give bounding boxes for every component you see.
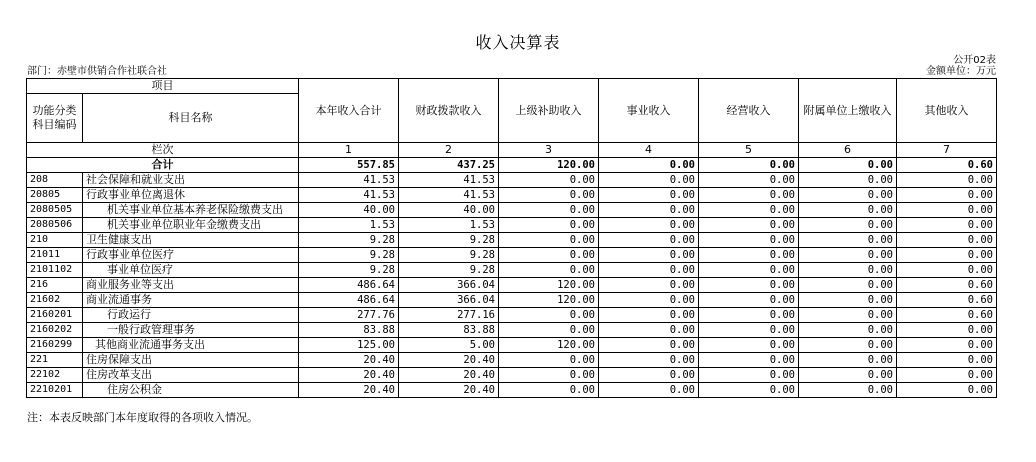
amount-cell: 0.00 — [699, 173, 799, 188]
amount-cell: 0.00 — [897, 203, 997, 218]
amount-cell: 0.00 — [699, 278, 799, 293]
amount-cell: 41.53 — [299, 173, 399, 188]
amount-cell: 0.00 — [499, 263, 599, 278]
amount-cell: 0.00 — [799, 353, 897, 368]
amount-cell: 0.00 — [799, 308, 897, 323]
amount-cell: 0.00 — [799, 218, 897, 233]
subject-name-cell: 行政运行 — [83, 308, 299, 323]
total-label: 合计 — [27, 158, 299, 173]
col-number: 7 — [897, 143, 997, 158]
amount-cell: 0.00 — [699, 248, 799, 263]
amount-cell: 0.00 — [897, 173, 997, 188]
header-subject-name: 科目名称 — [83, 94, 299, 143]
total-value: 0.00 — [799, 158, 897, 173]
amount-cell: 0.00 — [599, 203, 699, 218]
subject-name-cell: 其他商业流通事务支出 — [83, 338, 299, 353]
department-label: 部门：赤壁市供销合作社联合社 — [27, 66, 167, 77]
amount-cell: 0.00 — [799, 248, 897, 263]
amount-cell: 0.00 — [699, 233, 799, 248]
amount-cell: 0.00 — [897, 353, 997, 368]
subject-name-cell: 机关事业单位基本养老保险缴费支出 — [83, 203, 299, 218]
subject-name-cell: 机关事业单位职业年金缴费支出 — [83, 218, 299, 233]
col-number: 3 — [499, 143, 599, 158]
amount-cell: 83.88 — [399, 323, 499, 338]
footnote: 注：本表反映部门本年度取得的各项收入情况。 — [27, 411, 258, 424]
func-code-cell: 2160201 — [27, 308, 83, 323]
amount-cell: 0.00 — [599, 278, 699, 293]
table-row — [27, 203, 997, 218]
func-code-cell: 208 — [27, 173, 83, 188]
income-table — [26, 78, 997, 398]
unit-label: 金额单位：万元 — [926, 66, 996, 77]
amount-cell: 0.00 — [499, 383, 599, 398]
amount-cell: 486.64 — [299, 293, 399, 308]
amount-cell: 9.28 — [399, 248, 499, 263]
col-number: 6 — [799, 143, 897, 158]
subject-name-cell: 卫生健康支出 — [83, 233, 299, 248]
amount-cell: 0.00 — [897, 248, 997, 263]
amount-cell: 0.00 — [599, 323, 699, 338]
amount-cell: 0.00 — [599, 188, 699, 203]
total-value: 120.00 — [499, 158, 599, 173]
subject-name-cell: 住房改革支出 — [83, 368, 299, 383]
col-number: 1 — [299, 143, 399, 158]
header-col-4: 事业收入 — [599, 79, 699, 143]
amount-cell: 0.00 — [897, 263, 997, 278]
table-row — [27, 308, 997, 323]
header-col-2: 财政拨款收入 — [399, 79, 499, 143]
col-number: 5 — [699, 143, 799, 158]
amount-cell: 0.00 — [799, 263, 897, 278]
amount-cell: 0.00 — [499, 368, 599, 383]
table-row — [27, 263, 997, 278]
subject-name-cell: 行政事业单位离退休 — [83, 188, 299, 203]
amount-cell: 0.00 — [699, 308, 799, 323]
amount-cell: 0.00 — [799, 293, 897, 308]
amount-cell: 0.00 — [599, 383, 699, 398]
amount-cell: 1.53 — [399, 218, 499, 233]
total-value: 557.85 — [299, 158, 399, 173]
amount-cell: 0.00 — [799, 173, 897, 188]
amount-cell: 0.00 — [699, 353, 799, 368]
amount-cell: 0.00 — [799, 338, 897, 353]
amount-cell: 0.60 — [897, 308, 997, 323]
header-col-1: 本年收入合计 — [299, 79, 399, 143]
func-code-cell: 2160299 — [27, 338, 83, 353]
amount-cell: 5.00 — [399, 338, 499, 353]
func-code-cell: 2101102 — [27, 263, 83, 278]
table-code: 公开02表 — [953, 55, 996, 66]
amount-cell: 0.60 — [897, 278, 997, 293]
amount-cell: 0.00 — [799, 368, 897, 383]
amount-cell: 0.00 — [699, 383, 799, 398]
header-col-7: 其他收入 — [897, 79, 997, 143]
table-row — [27, 188, 997, 203]
amount-cell: 366.04 — [399, 278, 499, 293]
header-col-3: 上级补助收入 — [499, 79, 599, 143]
table-row — [27, 338, 997, 353]
subject-name-cell: 行政事业单位医疗 — [83, 248, 299, 263]
amount-cell: 0.00 — [599, 368, 699, 383]
amount-cell: 0.00 — [699, 323, 799, 338]
total-row — [27, 158, 997, 173]
amount-cell: 0.00 — [699, 338, 799, 353]
col-number: 4 — [599, 143, 699, 158]
total-value: 0.60 — [897, 158, 997, 173]
amount-cell: 125.00 — [299, 338, 399, 353]
amount-cell: 0.00 — [599, 218, 699, 233]
amount-cell: 0.00 — [699, 218, 799, 233]
subject-name-cell: 住房保障支出 — [83, 353, 299, 368]
amount-cell: 0.00 — [499, 173, 599, 188]
amount-cell: 120.00 — [499, 278, 599, 293]
func-code-cell: 21011 — [27, 248, 83, 263]
amount-cell: 0.00 — [599, 248, 699, 263]
total-value: 0.00 — [599, 158, 699, 173]
func-code-cell: 2160202 — [27, 323, 83, 338]
amount-cell: 1.53 — [299, 218, 399, 233]
table-row — [27, 293, 997, 308]
amount-cell: 0.00 — [699, 203, 799, 218]
amount-cell: 0.00 — [499, 218, 599, 233]
amount-cell: 120.00 — [499, 338, 599, 353]
amount-cell: 41.53 — [299, 188, 399, 203]
subject-name-cell: 商业流通事务 — [83, 293, 299, 308]
amount-cell: 9.28 — [299, 233, 399, 248]
amount-cell: 9.28 — [399, 263, 499, 278]
amount-cell: 0.00 — [599, 353, 699, 368]
table-row — [27, 278, 997, 293]
amount-cell: 9.28 — [299, 248, 399, 263]
amount-cell: 0.00 — [897, 218, 997, 233]
amount-cell: 9.28 — [299, 263, 399, 278]
table-row — [27, 368, 997, 383]
page-title: 收入决算表 — [475, 33, 561, 52]
amount-cell: 0.00 — [897, 233, 997, 248]
header-item: 项目 — [27, 79, 299, 94]
subject-name-cell: 一般行政管理事务 — [83, 323, 299, 338]
amount-cell: 0.00 — [499, 203, 599, 218]
table-row — [27, 383, 997, 398]
total-value: 437.25 — [399, 158, 499, 173]
amount-cell: 40.00 — [299, 203, 399, 218]
subject-name-cell: 住房公积金 — [83, 383, 299, 398]
amount-cell: 0.00 — [897, 338, 997, 353]
header-func-code: 功能分类科目编码 — [27, 94, 83, 143]
subject-name-cell: 事业单位医疗 — [83, 263, 299, 278]
amount-cell: 0.00 — [499, 188, 599, 203]
amount-cell: 83.88 — [299, 323, 399, 338]
table-row — [27, 323, 997, 338]
amount-cell: 20.40 — [399, 368, 499, 383]
amount-cell: 20.40 — [299, 383, 399, 398]
func-code-cell: 22102 — [27, 368, 83, 383]
amount-cell: 0.00 — [499, 308, 599, 323]
func-code-cell: 20805 — [27, 188, 83, 203]
amount-cell: 0.60 — [897, 293, 997, 308]
func-code-cell: 2080505 — [27, 203, 83, 218]
amount-cell: 0.00 — [799, 188, 897, 203]
amount-cell: 41.53 — [399, 188, 499, 203]
subject-name-cell: 商业服务业等支出 — [83, 278, 299, 293]
header-col-5: 经营收入 — [699, 79, 799, 143]
table-row — [27, 353, 997, 368]
amount-cell: 0.00 — [699, 188, 799, 203]
amount-cell: 0.00 — [699, 293, 799, 308]
amount-cell: 0.00 — [599, 338, 699, 353]
subject-name-cell: 社会保障和就业支出 — [83, 173, 299, 188]
func-code-cell: 2210201 — [27, 383, 83, 398]
amount-cell: 277.76 — [299, 308, 399, 323]
amount-cell: 0.00 — [499, 248, 599, 263]
table-row — [27, 233, 997, 248]
amount-cell: 486.64 — [299, 278, 399, 293]
amount-cell: 0.00 — [897, 368, 997, 383]
col-number: 2 — [399, 143, 499, 158]
amount-cell: 0.00 — [599, 233, 699, 248]
amount-cell: 0.00 — [799, 203, 897, 218]
amount-cell: 20.40 — [399, 353, 499, 368]
amount-cell: 0.00 — [799, 233, 897, 248]
amount-cell: 0.00 — [799, 383, 897, 398]
func-code-cell: 210 — [27, 233, 83, 248]
amount-cell: 0.00 — [599, 308, 699, 323]
amount-cell: 120.00 — [499, 293, 599, 308]
amount-cell: 41.53 — [399, 173, 499, 188]
amount-cell: 0.00 — [897, 383, 997, 398]
amount-cell: 0.00 — [799, 278, 897, 293]
amount-cell: 20.40 — [299, 353, 399, 368]
header-col-index-label: 栏次 — [27, 143, 299, 158]
amount-cell: 9.28 — [399, 233, 499, 248]
header-col-6: 附属单位上缴收入 — [799, 79, 897, 143]
amount-cell: 20.40 — [399, 383, 499, 398]
func-code-cell: 216 — [27, 278, 83, 293]
amount-cell: 0.00 — [599, 263, 699, 278]
table-row — [27, 173, 997, 188]
amount-cell: 0.00 — [599, 173, 699, 188]
amount-cell: 20.40 — [299, 368, 399, 383]
amount-cell: 0.00 — [499, 353, 599, 368]
amount-cell: 366.04 — [399, 293, 499, 308]
func-code-cell: 21602 — [27, 293, 83, 308]
amount-cell: 0.00 — [799, 323, 897, 338]
amount-cell: 0.00 — [897, 188, 997, 203]
total-value: 0.00 — [699, 158, 799, 173]
func-code-cell: 2080506 — [27, 218, 83, 233]
amount-cell: 277.16 — [399, 308, 499, 323]
amount-cell: 0.00 — [599, 293, 699, 308]
amount-cell: 0.00 — [897, 323, 997, 338]
table-row — [27, 218, 997, 233]
amount-cell: 0.00 — [499, 233, 599, 248]
func-code-cell: 221 — [27, 353, 83, 368]
amount-cell: 0.00 — [699, 263, 799, 278]
amount-cell: 0.00 — [499, 323, 599, 338]
amount-cell: 0.00 — [699, 368, 799, 383]
amount-cell: 40.00 — [399, 203, 499, 218]
table-row — [27, 248, 997, 263]
